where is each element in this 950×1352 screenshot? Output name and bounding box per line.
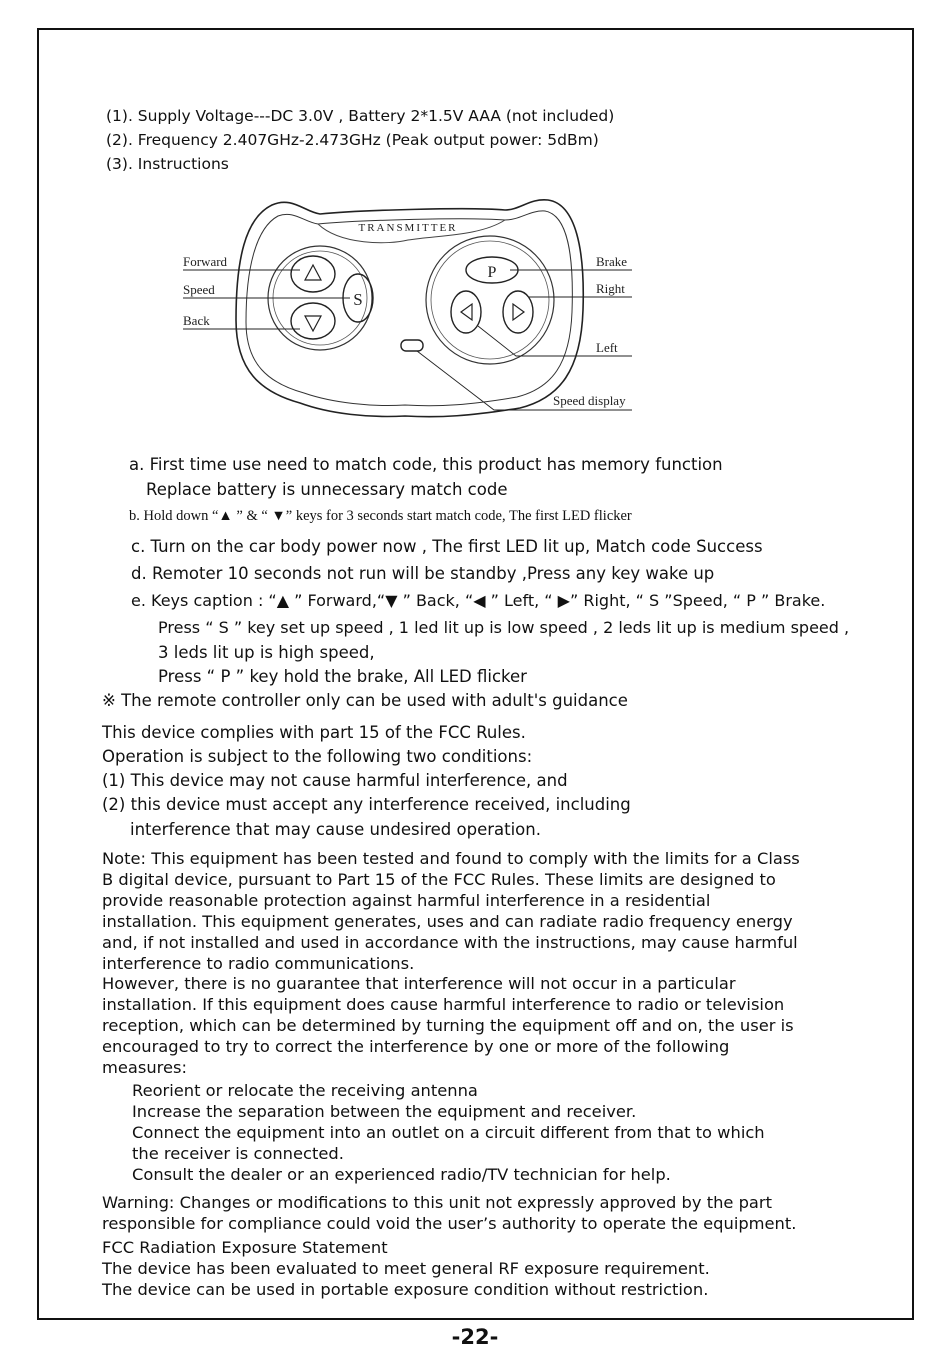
note-line: Note: This equipment has been tested and found to comply with the limits for a Class <box>102 849 800 868</box>
transmitter-diagram <box>0 190 950 420</box>
back-arrow-icon <box>305 316 321 331</box>
label-brake: Brake <box>596 254 628 269</box>
brake-button-label: P <box>487 264 497 281</box>
instruction-c: c. Turn on the car body power now , The first LED lit up, Match code Success <box>131 537 763 556</box>
spec-frequency: (2). Frequency 2.407GHz-2.473GHz (Peak output power: 5dBm) <box>106 131 599 149</box>
fcc-line-1: This device complies with part 15 of the FCC Rules. <box>102 723 526 742</box>
right-arrow-icon <box>513 304 524 320</box>
instruction-e-line2: Press “ S ” key set up speed , 1 led lit up is low speed , 2 leds lit up is medium speed , <box>158 618 850 637</box>
label-right: Right <box>596 281 625 296</box>
speed-display-led <box>401 340 423 351</box>
warning-line: responsible for compliance could void the user’s authority to operate the equipment. <box>102 1214 797 1233</box>
spec-instructions-heading: (3). Instructions <box>106 155 229 173</box>
label-left: Left <box>596 340 618 355</box>
note-line: installation. This equipment generates, uses and can radiate radio frequency energy <box>102 911 793 931</box>
diagram-title: TRANSMITTER <box>358 222 458 234</box>
rf-exposure-line: The device can be used in portable exposure condition without restriction. <box>102 1280 709 1299</box>
instruction-e-line1: e. Keys caption : “▲ ” Forward,“▼ ” Back, “◀ ” Left, “ ▶” Right, “ S ”Speed, “ P ” Brake. <box>131 591 826 610</box>
page-number: -22- <box>451 1325 499 1349</box>
measure-item: the receiver is connected. <box>132 1143 344 1163</box>
instruction-e-line3: 3 leds lit up is high speed, <box>158 643 375 662</box>
fcc-measures-list <box>132 1081 765 1186</box>
label-back: Back <box>183 313 210 328</box>
forward-button <box>291 256 335 292</box>
left-arrow-icon <box>461 304 472 320</box>
measure-item: Connect the equipment into an outlet on a circuit different from that to which <box>132 1122 765 1142</box>
label-speed: Speed <box>183 282 215 297</box>
rf-exposure-heading: FCC Radiation Exposure Statement <box>102 1238 388 1257</box>
speed-button-label: S <box>353 290 363 309</box>
fcc-line-3: (1) This device may not cause harmful interference, and <box>102 771 568 790</box>
right-cluster-ring <box>426 236 554 364</box>
note-line: B digital device, pursuant to Part 15 of the FCC Rules. These limits are designed to <box>102 869 776 889</box>
measure-item: Increase the separation between the equipment and receiver. <box>132 1101 637 1121</box>
warning-line: Warning: Changes or modifications to this unit not expressly approved by the part <box>102 1193 772 1212</box>
left-button <box>451 291 481 333</box>
rf-exposure-line: The device has been evaluated to meet general RF exposure requirement. <box>102 1259 710 1278</box>
fcc-note <box>102 849 822 1079</box>
fcc-line-4: (2) this device must accept any interference received, including <box>102 795 631 814</box>
note-line: reception, which can be determined by turning the equipment off and on, the user is <box>102 1016 794 1036</box>
spec-supply-voltage: (1). Supply Voltage---DC 3.0V , Battery 2*1.5V AAA (not included) <box>106 107 615 125</box>
instruction-e-line4: Press “ P ” key hold the brake, All LED flicker <box>158 667 527 686</box>
measure-item: Reorient or relocate the receiving antenna <box>132 1081 478 1100</box>
note-line: interference to radio communications. <box>102 953 415 973</box>
instruction-a-line2: Replace battery is unnecessary match code <box>146 480 508 499</box>
label-speed-display: Speed display <box>553 393 626 408</box>
fcc-line-2: Operation is subject to the following two conditions: <box>102 747 533 766</box>
note-line: measures: <box>102 1058 187 1078</box>
instruction-d: d. Remoter 10 seconds not run will be standby ,Press any key wake up <box>131 564 715 583</box>
note-line: and, if not installed and used in accordance with the instructions, may cause harmful <box>102 932 798 952</box>
measure-item: Consult the dealer or an experienced radio/TV technician for help. <box>132 1164 671 1184</box>
fcc-warning <box>102 1192 796 1300</box>
note-line: encouraged to try to correct the interference by one or more of the following <box>102 1037 730 1057</box>
note-line: installation. If this equipment does cause harmful interference to radio or television <box>102 995 785 1015</box>
note-line: provide reasonable protection against harmful interference in a residential <box>102 890 711 910</box>
note-line: However, there is no guarantee that interference will not occur in a particular <box>102 974 736 994</box>
back-button <box>291 303 335 339</box>
label-forward: Forward <box>183 254 228 269</box>
fcc-line-5: interference that may cause undesired operation. <box>130 820 541 839</box>
instruction-b: b. Hold down “▲ ” & “ ▼” keys for 3 seconds start match code, The first LED flicker <box>129 508 632 524</box>
caution-note: ※ The remote controller only can be used with adult's guidance <box>102 691 628 710</box>
instruction-a-line1: a. First time use need to match code, this product has memory function <box>129 455 723 474</box>
forward-arrow-icon <box>305 265 321 280</box>
